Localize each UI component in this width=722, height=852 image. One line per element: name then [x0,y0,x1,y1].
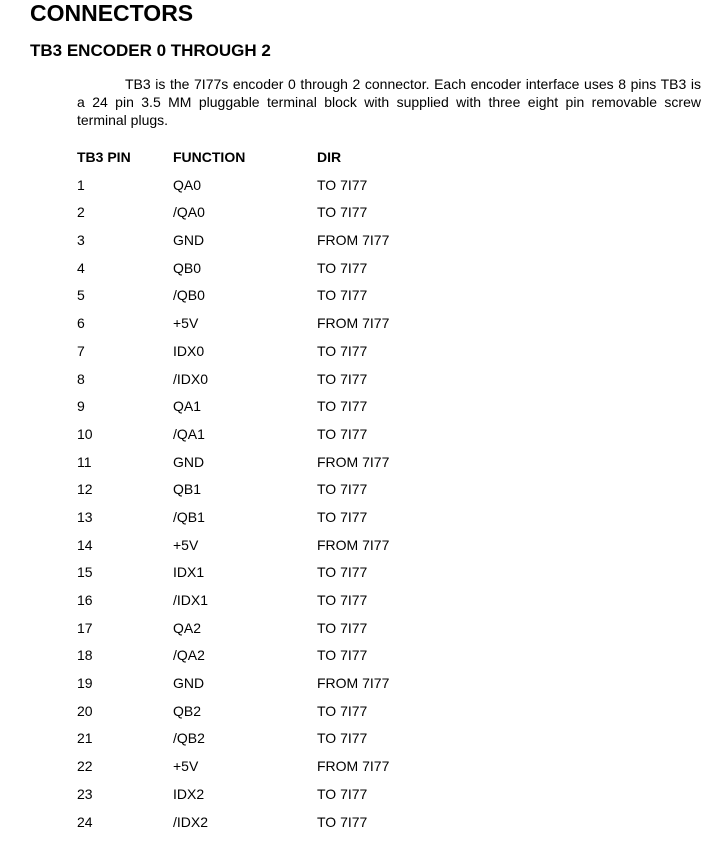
function-cell: +5V [173,315,199,332]
table-row [77,176,497,204]
table-row [77,370,497,398]
function-cell: GND [173,232,205,249]
description-paragraph: TB3 is the 7I77s encoder 0 through 2 connector. Each encoder interface uses 8 pins TB3 is a 24 pin 3.5 MM pluggable terminal block with supplied with three eight pin removable screw terminal plugs. [77,76,701,128]
pin-cell: 15 [77,564,93,581]
pin-cell: 17 [77,619,93,636]
pin-cell: 10 [77,425,93,442]
table-row [77,563,497,591]
table-row [77,785,497,813]
table-row [77,425,497,453]
dir-cell: TO 7I77 [317,647,368,664]
function-cell: IDX1 [173,564,205,581]
table-row [77,314,497,342]
function-cell: IDX0 [173,342,205,359]
table-row [77,342,497,370]
function-cell: QB1 [173,481,202,498]
table-row [77,674,497,702]
dir-cell: FROM 7I77 [317,232,390,249]
function-cell: QA1 [173,398,202,415]
function-cell: QA2 [173,619,202,636]
pin-cell: 7 [77,342,85,359]
function-cell: /IDX2 [173,813,209,830]
table-row [77,480,497,508]
function-cell: /IDX1 [173,592,209,608]
table-row [77,757,497,785]
pin-cell: 2 [77,204,85,221]
dir-cell: TO 7I77 [317,481,368,498]
pin-cell: 9 [77,398,85,415]
pin-cell: 5 [77,287,85,304]
dir-cell: TO 7I77 [317,730,368,747]
dir-cell: TO 7I77 [317,592,368,608]
function-cell: /QA2 [173,647,205,664]
pin-cell: 13 [77,508,93,525]
table-body [77,176,497,841]
function-cell: QB0 [173,259,202,276]
function-cell: GND [173,675,205,692]
table-row [77,508,497,536]
pin-cell: 22 [77,758,93,775]
pin-cell: 24 [77,813,93,830]
function-cell: /QB0 [173,287,205,304]
dir-cell: TO 7I77 [317,425,368,442]
dir-cell: FROM 7I77 [317,453,390,470]
pin-cell: 12 [77,481,93,498]
dir-cell: TO 7I77 [317,564,368,581]
function-cell: /QB2 [173,730,205,747]
header-dir: DIR [317,149,342,165]
function-cell: /QB1 [173,508,205,525]
table-row [77,453,497,481]
table-row [77,729,497,757]
table-row [77,536,497,564]
pin-cell: 14 [77,536,93,553]
dir-cell: TO 7I77 [317,813,368,830]
table-row [77,259,497,287]
pin-cell: 3 [77,232,85,249]
dir-cell: TO 7I77 [317,398,368,415]
function-cell: +5V [173,536,199,553]
pin-cell: 18 [77,647,93,664]
table-header-row [77,148,497,176]
function-cell: IDX2 [173,785,205,802]
dir-cell: FROM 7I77 [317,536,390,553]
dir-cell: FROM 7I77 [317,315,390,332]
function-cell: GND [173,453,205,470]
function-cell: /IDX0 [173,370,209,387]
pin-cell: 4 [77,259,85,276]
dir-cell: FROM 7I77 [317,758,390,775]
header-pin: TB3 PIN [77,149,131,165]
dir-cell: TO 7I77 [317,370,368,387]
dir-cell: TO 7I77 [317,287,368,304]
dir-cell: TO 7I77 [317,785,368,802]
pin-cell: 16 [77,592,93,608]
dir-cell: TO 7I77 [317,508,368,525]
pin-cell: 8 [77,370,85,387]
pin-cell: 6 [77,315,85,332]
table-row [77,203,497,231]
table-row [77,702,497,730]
table-row [77,813,497,841]
table-row [77,619,497,647]
dir-cell: TO 7I77 [317,176,368,193]
function-cell: QA0 [173,176,202,193]
dir-cell: TO 7I77 [317,342,368,359]
table-row [77,646,497,674]
pin-cell: 1 [77,176,85,193]
dir-cell: TO 7I77 [317,204,368,221]
dir-cell: TO 7I77 [317,619,368,636]
section-title: TB3 ENCODER 0 THROUGH 2 [30,41,271,60]
function-cell: /QA1 [173,425,205,442]
pin-cell: 21 [77,730,93,747]
dir-cell: FROM 7I77 [317,675,390,692]
pin-cell: 19 [77,675,93,692]
table-row [77,231,497,259]
function-cell: /QA0 [173,204,205,221]
pin-cell: 23 [77,785,93,802]
pin-table [77,148,497,840]
pin-cell: 20 [77,702,93,719]
pin-cell: 11 [77,453,92,470]
dir-cell: TO 7I77 [317,259,368,276]
table-row [77,397,497,425]
function-cell: QB2 [173,702,202,719]
dir-cell: TO 7I77 [317,702,368,719]
table-row [77,591,497,619]
table-row [77,286,497,314]
function-cell: +5V [173,758,199,775]
page-title: CONNECTORS [30,0,194,26]
header-function: FUNCTION [173,149,246,165]
